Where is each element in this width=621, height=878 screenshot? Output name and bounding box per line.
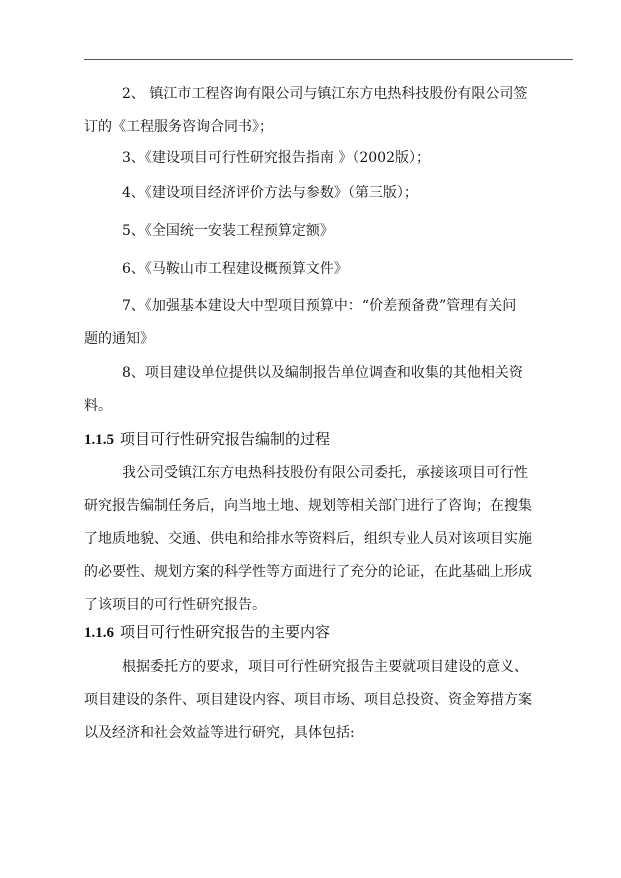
reference-item-4 <box>84 177 574 210</box>
header-rule <box>84 59 573 60</box>
reference-line: 3、《建设项目可行性研究报告指南 》（2002版）； <box>122 150 430 166</box>
body-line: 以及经济和社会效益等进行研究，具体包括: <box>84 725 355 741</box>
body-line: 项目建设的条件、项目建设内容、项目市场、项目总投资、资金筹措方案 <box>84 692 532 708</box>
body-line: 我公司受镇江东方电热科技股份有限公司委托，承接该项目可行性 <box>122 465 528 481</box>
reference-line: 6、《马鞍山市工程建设概预算文件》 <box>122 261 348 277</box>
reference-item-5 <box>84 215 574 248</box>
body-line: 了该项目的可行性研究报告。 <box>84 597 266 613</box>
body-line: 研究报告编制任务后，向当地土地、规划等相关部门进行了咨询；在搜集 <box>84 498 532 514</box>
section-heading-1-1-5 <box>84 424 330 455</box>
reference-item-8 <box>84 357 574 423</box>
reference-line: 8、项目建设单位提供以及编制报告单位调查和收集的其他相关资 <box>122 365 523 381</box>
reference-line: 5、《全国统一安装工程预算定额》 <box>122 223 334 239</box>
body-line: 了地质地貌、交通、供电和给排水等资料后，组织专业人员对该项目实施 <box>84 531 532 547</box>
reference-line: 2、 镇江市工程咨询有限公司与镇江东方电热科技股份有限公司签 <box>122 86 528 102</box>
reference-line: 7、《加强基本建设大中型项目预算中：“价差预备费”管理有关问 <box>122 298 517 314</box>
reference-line: 料。 <box>84 398 112 414</box>
section-number: 1.1.6 <box>84 625 114 641</box>
body-line: 根据委托方的要求，项目可行性研究报告主要就项目建设的意义、 <box>122 659 528 675</box>
section-1-1-6-body <box>84 651 574 750</box>
section-title: 项目可行性研究报告编制的过程 <box>120 430 331 448</box>
section-title: 项目可行性研究报告的主要内容 <box>120 623 331 641</box>
section-heading-1-1-6 <box>84 617 330 648</box>
section-number: 1.1.5 <box>84 432 114 448</box>
reference-item-6 <box>84 253 574 286</box>
reference-item-3 <box>84 142 574 175</box>
section-1-1-5-body <box>84 457 574 622</box>
body-line: 的必要性、规划方案的科学性等方面进行了充分的论证，在此基础上形成 <box>84 564 532 580</box>
reference-item-2 <box>84 78 574 144</box>
reference-line: 订的《工程服务咨询合同书》； <box>84 119 273 135</box>
reference-line: 题的通知》 <box>84 331 154 347</box>
reference-line: 4、《建设项目经济评价方法与参数》（第三版）； <box>122 185 418 201</box>
reference-item-7 <box>84 290 574 356</box>
